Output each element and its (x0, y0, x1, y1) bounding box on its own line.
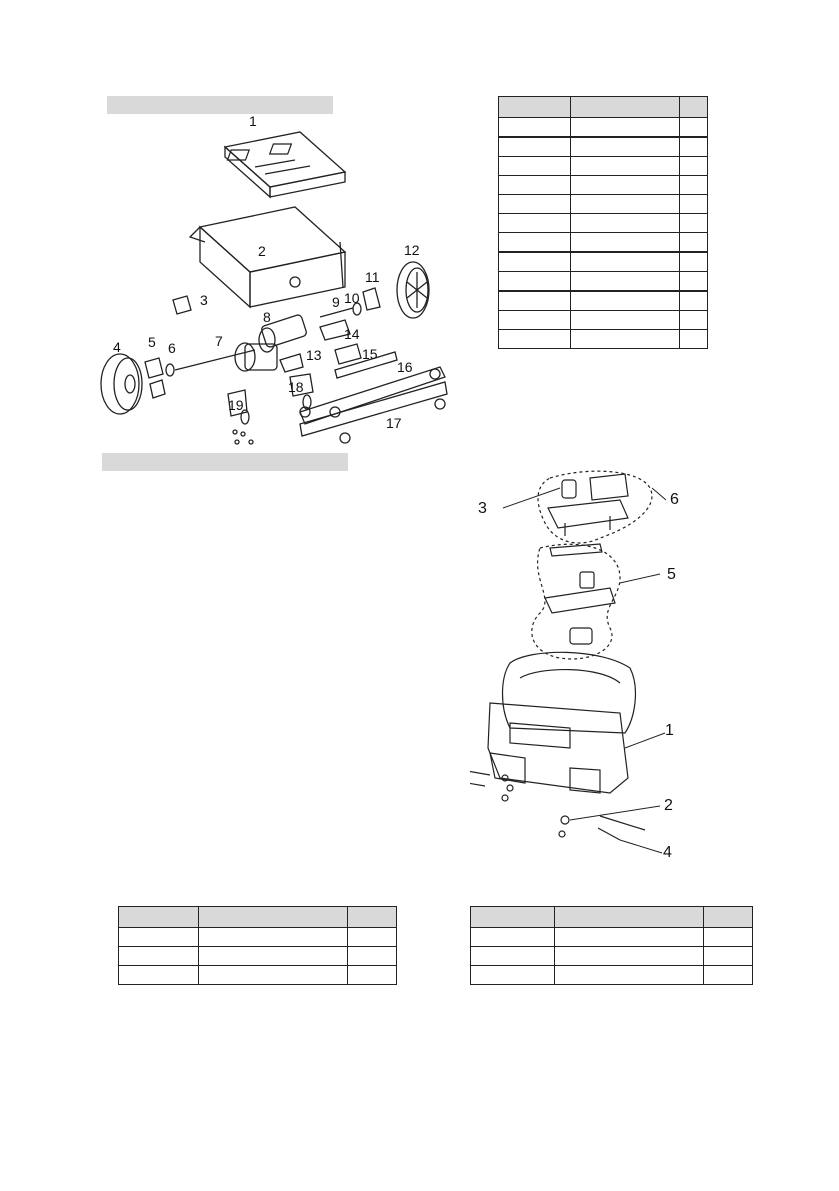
table-row (119, 947, 397, 966)
table-row (499, 233, 708, 253)
table-header-row (119, 907, 397, 928)
table-row (499, 291, 708, 311)
callout-b-2: 2 (664, 797, 673, 814)
table-row (471, 966, 753, 985)
table-row (499, 195, 708, 214)
table-row (471, 947, 753, 966)
table-row (499, 252, 708, 272)
callout-a-4: 4 (113, 339, 121, 355)
table-row (499, 118, 708, 138)
callout-a-15: 15 (362, 346, 378, 362)
callout-a-13: 13 (306, 347, 322, 363)
table-row (499, 330, 708, 349)
callout-a-3: 3 (200, 292, 208, 308)
parts-table-bottom-left (118, 906, 397, 985)
callout-a-11: 11 (365, 269, 380, 285)
callout-a-5: 5 (148, 334, 156, 350)
callout-a-8: 8 (263, 309, 271, 325)
table-row (119, 966, 397, 985)
handle-exploded-diagram (470, 448, 720, 878)
table-row (119, 928, 397, 947)
callout-a-18: 18 (288, 379, 304, 395)
callout-b-5: 5 (667, 566, 676, 583)
callout-a-6: 6 (168, 340, 176, 356)
callout-a-16: 16 (397, 359, 413, 375)
callout-a-17: 17 (386, 415, 402, 431)
callout-a-9: 9 (332, 294, 340, 310)
table-row (499, 157, 708, 176)
callout-b-1: 1 (665, 722, 674, 739)
table-row (499, 214, 708, 233)
table-header-row (499, 97, 708, 118)
chassis-exploded-diagram (95, 112, 475, 457)
callout-a-7: 7 (215, 333, 223, 349)
table-row (499, 311, 708, 330)
callout-a-12: 12 (404, 242, 420, 258)
callout-a-1: 1 (249, 113, 257, 129)
callout-a-10: 10 (344, 290, 360, 306)
table-row (499, 137, 708, 157)
table-row (499, 272, 708, 292)
parts-table-bottom-right (470, 906, 753, 985)
callout-a-14: 14 (344, 326, 360, 342)
table-row (499, 176, 708, 195)
table-row (471, 928, 753, 947)
callout-b-4: 4 (663, 844, 672, 861)
callout-b-6: 6 (670, 491, 679, 508)
table-header-row (471, 907, 753, 928)
callout-b-3: 3 (478, 500, 487, 517)
callout-a-2: 2 (258, 243, 266, 259)
callout-a-19: 19 (228, 397, 244, 413)
parts-table-chassis (498, 96, 708, 349)
